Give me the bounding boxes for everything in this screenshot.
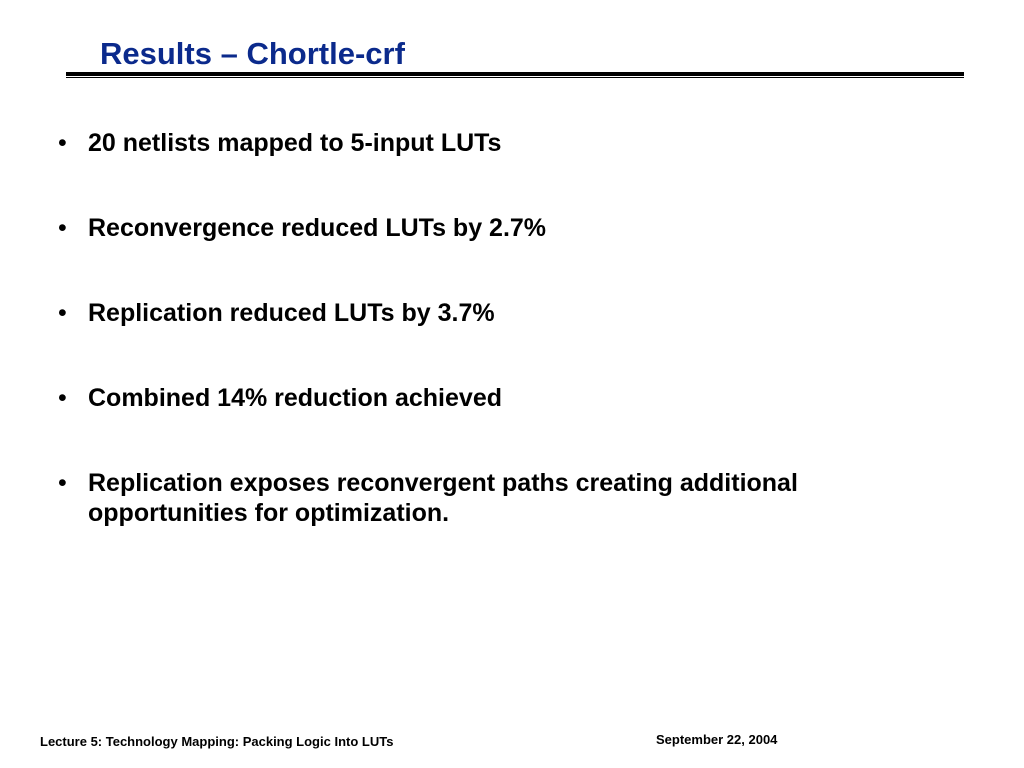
bullet-text: Reconvergence reduced LUTs by 2.7% — [88, 214, 547, 242]
bullet-item — [58, 468, 958, 528]
bullet-item — [58, 213, 958, 243]
title-underline-thin — [66, 77, 964, 78]
title-underline-thick — [66, 72, 964, 76]
slide-title: Results – Chortle-crf — [100, 36, 405, 71]
bullet-text: Combined 14% reduction achieved — [88, 384, 502, 412]
bullet-item — [58, 298, 958, 328]
footer-lecture-title: Lecture 5: Technology Mapping: Packing Logic Into LUTs — [40, 734, 394, 749]
bullet-text: 20 netlists mapped to 5-input LUTs — [88, 129, 502, 157]
footer-date: September 22, 2004 — [656, 732, 778, 747]
bullet-item — [58, 383, 958, 413]
bullet-text: Replication reduced LUTs by 3.7% — [88, 299, 495, 327]
title-underline — [66, 72, 964, 79]
bullet-item — [58, 128, 958, 158]
bullet-dot: • — [58, 469, 67, 497]
bullet-list — [58, 128, 958, 583]
bullet-dot: • — [58, 384, 67, 412]
bullet-dot: • — [58, 299, 67, 327]
bullet-text: Replication exposes reconvergent paths creating additional opportunities for optimization. — [88, 469, 798, 527]
bullet-dot: • — [58, 214, 67, 242]
bullet-dot: • — [58, 129, 67, 157]
